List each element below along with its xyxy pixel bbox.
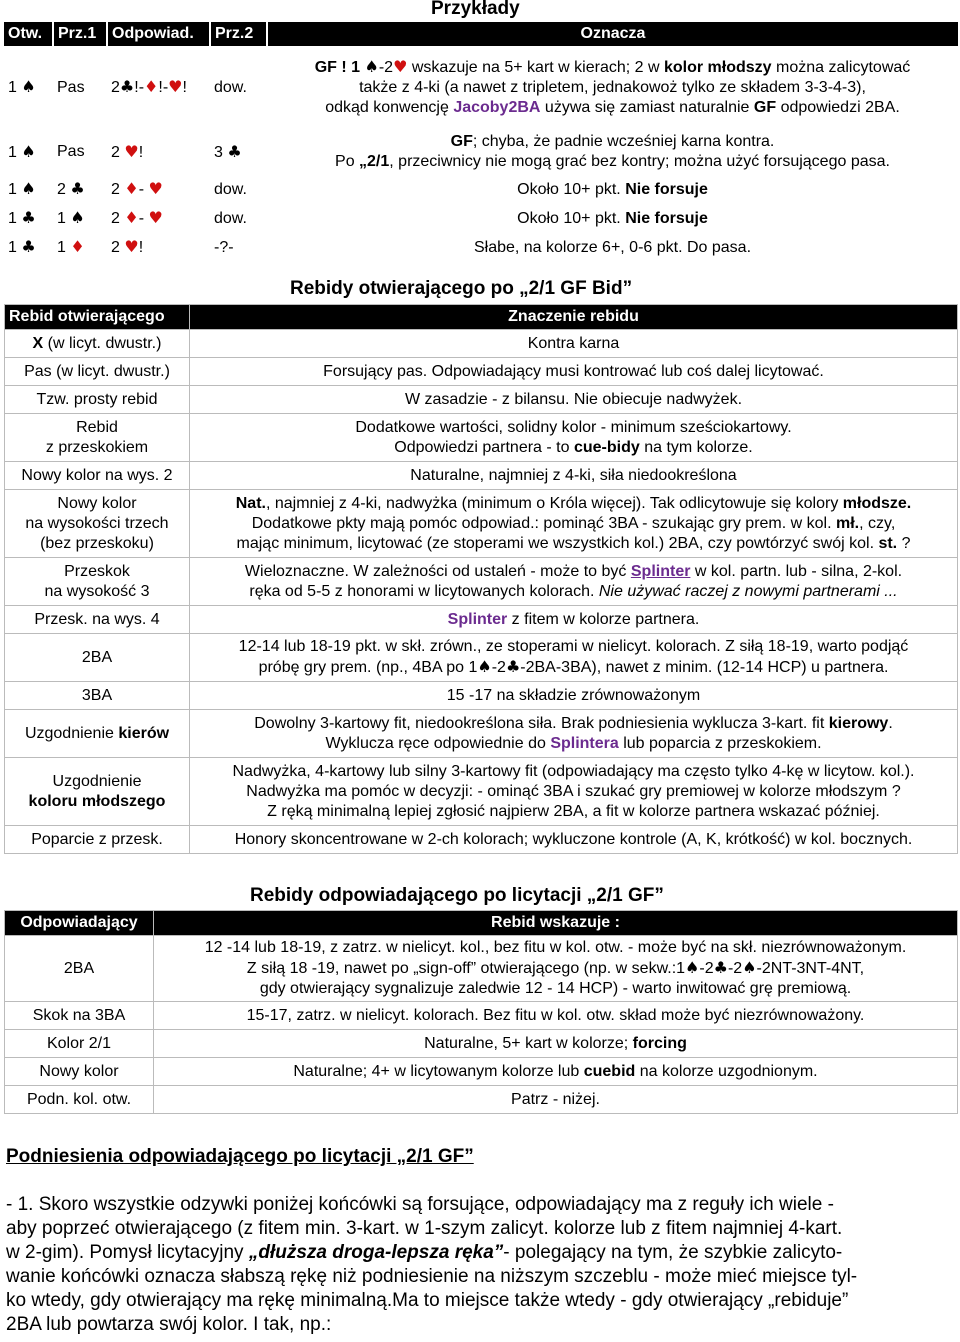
table-row: Skok na 3BA 15-17, zatrz. w nielicyt. kolorach. Bez fitu w kol. otw. skład może być niezrównoważony. — [5, 1002, 958, 1030]
bid-text: 1 — [8, 79, 17, 96]
table-header — [5, 305, 958, 330]
heart-icon: ♥ — [124, 141, 139, 161]
bid-text: !- — [134, 79, 145, 96]
table-row: Nowy kolor na wysokości trzech (bez przeskoku) Nat., najmniej z 4-ki, nadwyżka (minimum o Króla więcej). Tak odlicytowuje się kolory młodsze. Dodatkowe pkty mają pomóc odpowiad.: pominąć 3BA - szukając gry prem. w kol. mł., czy, mając minimum, licytować (ze stoperami we wszystkich kol.) 2BA, czy powtórzyć swój kol. st. ? — [5, 490, 958, 558]
table-row: Podn. kol. otw. Patrz - niżej. — [5, 1086, 958, 1114]
bid-text: Pas — [57, 78, 85, 96]
club-icon: ♣ — [227, 141, 242, 161]
column-header: Odpowiadający — [5, 911, 154, 936]
spade-icon: ♠ — [21, 77, 36, 96]
bid-text: !- — [158, 79, 169, 96]
meaning-cell: GF; chyba, że padnie wcześniej karna kontra. Po „2/1, przeciwnicy nie mogą grać bez kontry; można użyć forsującego pasa. — [335, 133, 890, 170]
opener-rebids-table — [4, 304, 958, 854]
responder-rebids-table — [4, 910, 958, 1114]
raises-paragraph: - 1. Skoro wszystkie odzywki poniżej końcówki są forsujące, odpowiadający ma z reguły ich wiele - aby poprzeć otwierającego (z fitem min. 3-kart. w 1-szym zalicyt. kolorze lub z fitem najmniej 4-kart. w 2-gim). Pomysł licytacyjny „dłuższa droga-lepsza ręka”- polegający na tym, że szybkie zalicyto- wanie końcówki oznacza słabszą rękę niż podniesienie na niższym szczeblu - może mieć miejsce tyl- ko wtedy, gdy otwierający ma rękę minimalną.Ma to miejsce także wtedy - gdy otwierający „rebiduje” 2BA lub powtarza swój kolor. I tak, np.: — [6, 1194, 858, 1335]
table-row: Tzw. prosty rebid W zasadzie - z bilansu. Nie obiecuje nadwyżek. — [5, 386, 958, 414]
section-title: Podniesienia odpowiadającego po licytacji „2/1 GF” — [6, 1146, 474, 1167]
table-row: Poparcie z przesk. Honory skoncentrowane w 2-ch kolorach; wykluczone kontrole (A, K, krótkość) w kol. bocznych. — [5, 826, 958, 854]
table-row: Rebid z przeskokiem Dodatkowe wartości, solidny kolor - minimum sześciokartowy. Odpowiedzi partnera - to cue-bidy na tym kolorze. — [5, 414, 958, 462]
diamond-icon: ♦ — [144, 77, 159, 96]
example-row: 1 ♣ 1 ♠ 2 ♦- ♥ dow. Około 10+ pkt. Nie forsuje — [8, 208, 708, 227]
header-otw: Otw. — [4, 22, 53, 46]
header-prz2: Prz.2 — [210, 22, 267, 46]
bid-text: 2 — [111, 79, 120, 96]
splinter-link[interactable]: Splinter — [630, 562, 691, 580]
examples-table — [4, 22, 958, 262]
example-row: 1 ♠ Pas 2 ♥! 3 ♣ GF; chyba, że padnie wcześniej karna kontra. Po „2/1, przeciwnicy nie mogą grać bez kontry; można użyć forsującego pasa. — [4, 129, 958, 175]
section-title: Rebidy odpowiadającego po licytacji „2/1 GF” — [250, 885, 664, 906]
meaning-cell: GF ! 1 ♠-2♥ wskazuje na 5+ kart w kierach; 2 w kolor młodszy można zalicytować także z 4-ki (a nawet z tripletem, jednakowoż tylko ze składem 3-3-4-3), odkąd konwencję Jacoby2BA używa się zamiast naturalnie GF odpowiedzi 2BA. — [314, 57, 911, 116]
example-row — [4, 46, 958, 129]
table-row: 2BA 12 -14 lub 18-19, z zatrz. w nielicyt. kol., bez fitu w kol. otw. - może być na skł. niezrównoważonym. Z siłą 18 -19, nawet po „sign-off” otwierającego (np. w sekw.:1♠-2♣-2♠-2NT-3NT-4NT, gdy otwierający sygnalizuje zaledwie 12 - 14 HCP) - warto inwitować grę premiową. — [5, 936, 958, 1002]
table-row: Uzgodnienie kierów Dowolny 3-kartowy fit, niedookreślona siła. Brak podniesienia wyklucza 3-kart. fit kierowy. Wyklucza ręce odpowiednie do Splintera lub poparcia z przeskokiem. — [5, 710, 958, 758]
bid-text: ! — [182, 79, 187, 96]
header-odp: Odpowiad. — [107, 22, 210, 46]
table-row: X (w licyt. dwustr.) Kontra karna — [5, 330, 958, 358]
examples-header — [4, 22, 958, 46]
table-row: Przeskok na wysokość 3 Wieloznaczne. W zależności od ustaleń - może to być Splinter w kol. partn. lub - silna, 2-kol. ręka od 5-5 z honorami w licytowanych kolorach. Nie używać raczej z nowymi partnerami ... — [5, 558, 958, 606]
header-oznacza: Oznacza — [267, 22, 958, 46]
table-row: Nowy kolor na wys. 2 Naturalne, najmniej z 4-ki, siła niedookreślona — [5, 462, 958, 490]
bid-text: dow. — [214, 78, 247, 96]
column-header: Rebid wskazuje : — [154, 911, 958, 936]
column-header: Rebid otwierającego — [5, 305, 190, 330]
header-prz1: Prz.1 — [53, 22, 107, 46]
table-row: 2BA 12-14 lub 18-19 pkt. w skł. zrówn., ze stoperami w nielicyt. kolorach. Z siłą 18-19, warto podjąć próbę gry prem. (np., 4BA po 1♠-2♣-2BA-3BA), nawet z minim. (12-14 HCP) u partnera. — [5, 634, 958, 682]
table-header — [5, 911, 958, 936]
column-header: Znaczenie rebidu — [190, 305, 958, 330]
section-title: Rebidy otwierającego po „2/1 GF Bid” — [290, 278, 633, 299]
table-row: Nowy kolor Naturalne; 4+ w licytowanym kolorze lub cuebid na kolorze uzgodnionym. — [5, 1058, 958, 1086]
table-row: Pas (w licyt. dwustr.) Forsujący pas. Odpowiadający musi kontrować lub coś dalej licytować. — [5, 358, 958, 386]
table-row: 3BA 15 -17 na składzie zrównoważonym — [5, 682, 958, 710]
page-title: Przykłady — [431, 0, 520, 19]
spade-icon: ♠ — [21, 141, 36, 161]
table-row: Uzgodnienie koloru młodszego Nadwyżka, 4-kartowy lub silny 3-kartowy fit (odpowiadający ma często tylko 4-kę w licytow. kol.). Nadwyżka ma pomóc w decyzji: - ominąć 3BA i szukać gry premiowej w kolorze młodszym ? Z ręką minimalną lepiej zgłosić najpierw 2BA, a fit w kolorze partnera wskazać później. — [5, 758, 958, 826]
heart-icon: ♥ — [168, 77, 183, 96]
club-icon: ♣ — [119, 77, 135, 96]
example-row: 1 ♠ 2 ♣ 2 ♦- ♥ dow. Około 10+ pkt. Nie forsuje — [8, 179, 708, 198]
table-row: Przesk. na wys. 4 Splinter z fitem w kolorze partnera. — [5, 606, 958, 634]
table-row: Kolor 2/1 Naturalne, 5+ kart w kolorze; forcing — [5, 1030, 958, 1058]
example-row: 1 ♣ 1 ♦ 2 ♥! -?- Słabe, na kolorze 6+, 0-6 pkt. Do pasa. — [8, 237, 752, 256]
